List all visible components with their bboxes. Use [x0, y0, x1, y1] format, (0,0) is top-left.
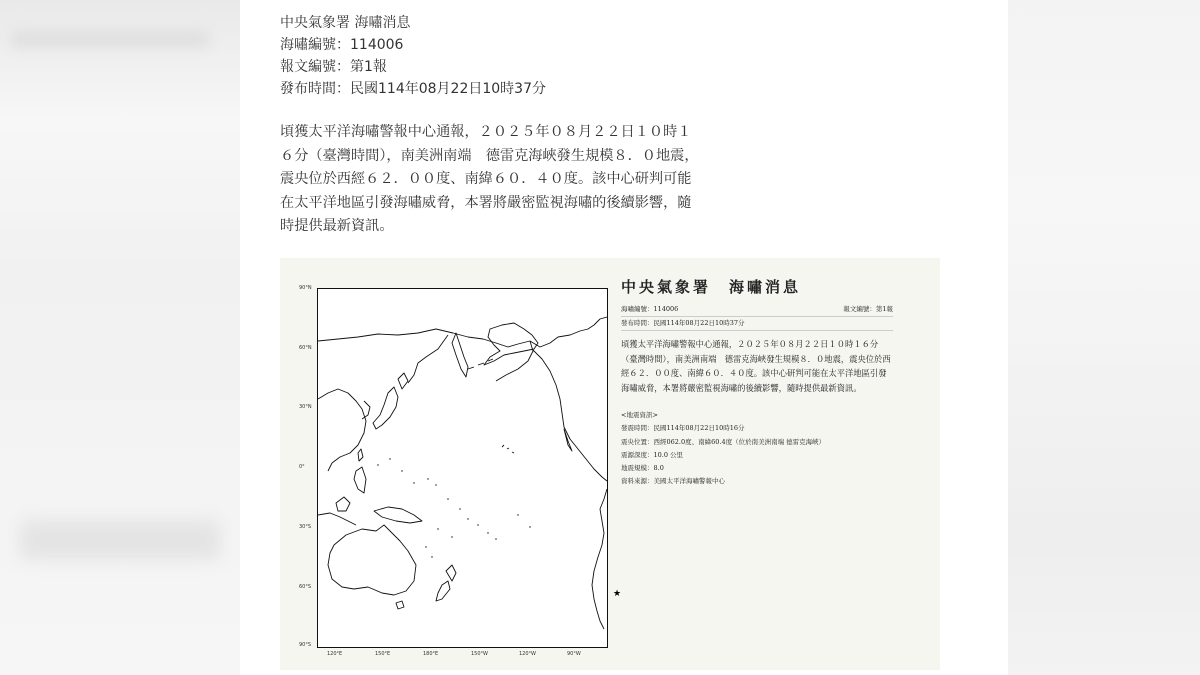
lon-label: 150°E: [375, 651, 391, 657]
coastline-map: [318, 289, 607, 647]
lon-label: 180°E: [423, 651, 439, 657]
figure-bulletin-text: [621, 276, 893, 489]
bulletin-meta: [280, 12, 546, 100]
lat-label: 30°S: [299, 524, 312, 530]
data-source: 資料來源：美國太平洋海嘯警報中心: [621, 477, 725, 486]
magnitude: 地震規模：8.0: [621, 464, 664, 473]
report-number: 報文編號：第1報: [280, 59, 387, 75]
lon-label: 120°W: [519, 651, 536, 657]
lat-label: 30°N: [299, 404, 312, 410]
origin-time: 發震時間：民國114年08月22日10時16分: [621, 424, 745, 433]
right-background: [1008, 0, 1200, 675]
figure-report-number: 報文編號：第1報: [843, 305, 893, 313]
info-header: <地震資訊>: [621, 411, 658, 419]
issue-time: 發布時間：民國114年08月22日10時37分: [280, 81, 546, 97]
left-background: [0, 0, 240, 675]
figure-issue-time: 發布時間：民國114年08月22日10時37分: [621, 317, 893, 331]
figure-number-row: [621, 303, 893, 317]
tsunami-bulletin-image: [280, 258, 940, 670]
lat-label: 60°N: [299, 345, 312, 351]
lat-label: 90°N: [299, 285, 312, 291]
bulletin-paragraph: 頃獲太平洋海嘯警報中心通報，２０２５年０８月２２日１０時１６分（臺灣時間），南美洲南端 德雷克海峽發生規模８．０地震，震央位於西經６２．００度、南緯６０．４０度。該中心研判可能在太平洋地區引發海嘯威脅，本署將嚴密監視海嘯的後續影響，隨時提供最新資訊。: [280, 124, 699, 235]
lon-label: 150°W: [471, 651, 488, 657]
news-article: [240, 0, 1008, 675]
tsunami-number: 海嘯編號：114006: [280, 37, 404, 53]
lon-label: 120°E: [327, 651, 343, 657]
epicenter-location: 震央位置：西經062.0度、南緯60.4度（位於南美洲南端 德雷克海峽）: [621, 437, 826, 446]
bulletin-title: 中央氣象署 海嘯消息: [280, 15, 411, 31]
pacific-map: [317, 288, 608, 648]
lat-label: 60°S: [299, 584, 312, 590]
figure-title: 中央氣象署 海嘯消息: [621, 278, 802, 296]
lon-label: 90°W: [567, 651, 581, 657]
figure-tsunami-number: 海嘯編號：114006: [621, 305, 679, 313]
earthquake-info: [621, 409, 893, 489]
focal-depth: 震源深度：10.0 公里: [621, 450, 684, 459]
lat-label: 0°: [299, 464, 305, 470]
lat-label: 90°S: [299, 642, 312, 648]
star-icon: ★: [613, 589, 622, 599]
figure-body-text: 頃獲太平洋海嘯警報中心通報，２０２５年０８月２２日１０時１６分（臺灣時間），南美洲南端 德雷克海峽發生規模８．０地震，震央位於西經６２．００度、南緯６０．４０度。該中心研判可能在太平洋地區引發海嘯威脅，本署將嚴密監視海嘯的後續影響，隨時提供最新資訊。: [621, 339, 891, 393]
